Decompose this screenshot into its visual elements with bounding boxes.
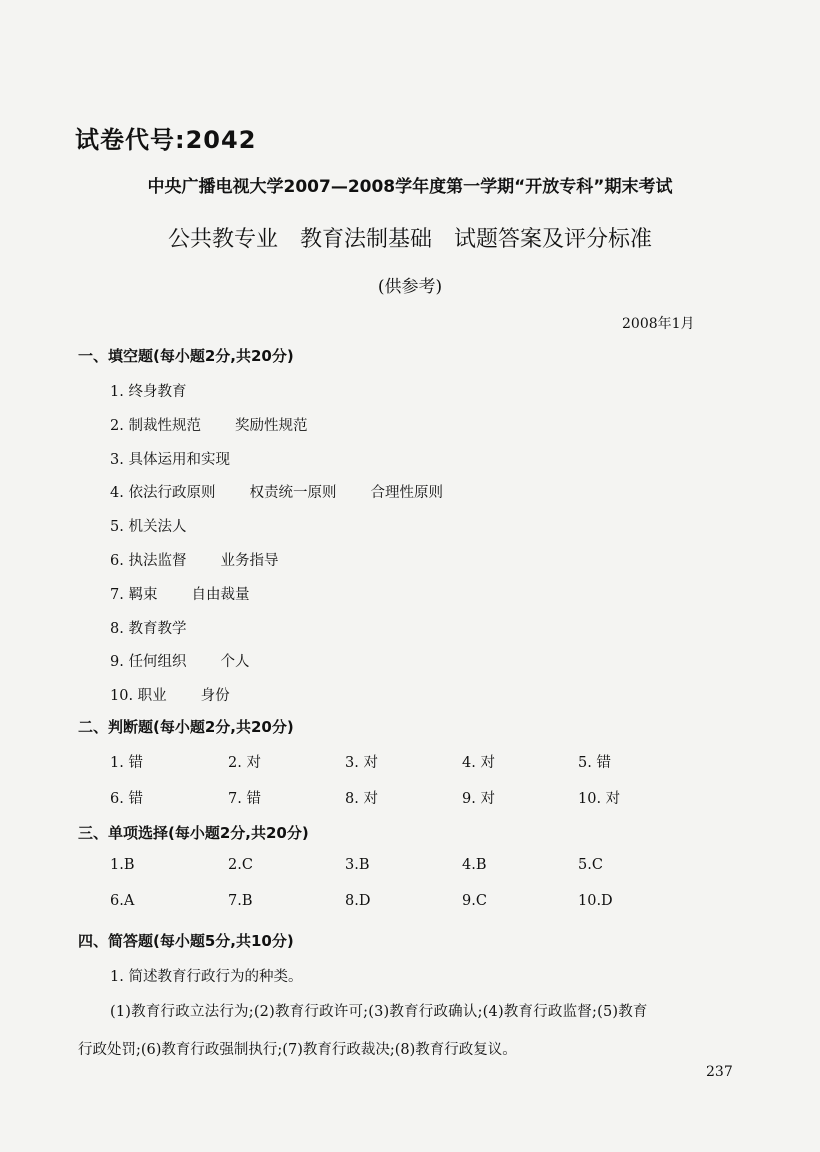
fill-in-answer: 身份: [200, 688, 230, 705]
for-reference-note: (供参考): [377, 277, 443, 297]
fill-in-item: [110, 549, 278, 570]
fill-in-answer: 自由裁量: [191, 586, 250, 603]
fill-in-answer: 个人: [220, 654, 250, 671]
fill-in-item: [110, 380, 186, 401]
answer-cell: 10. 对: [578, 791, 621, 807]
fill-in-answer: 制裁性规范: [128, 417, 201, 434]
fill-in-item: [110, 481, 443, 502]
subject-title: 公共教专业 教育法制基础 试题答案及评分标准: [167, 227, 652, 252]
fill-in-item: [110, 617, 186, 638]
fill-in-item: [110, 650, 249, 671]
exam-date: 2008年1月: [622, 316, 695, 332]
fill-in-answer: 任何组织: [128, 654, 187, 671]
answer-cell: 4.B: [462, 857, 487, 873]
answer-cell: 2. 对: [228, 755, 261, 771]
section-heading-short-answer: 四、简答题(每小题5分,共10分): [78, 932, 294, 950]
answer-cell: 5. 错: [578, 755, 611, 771]
fill-in-answer: 羁束: [128, 586, 158, 603]
fill-in-answer: 奖励性规范: [234, 417, 308, 434]
answer-cell: 7. 错: [228, 791, 261, 807]
answer-cell: 9. 对: [462, 791, 495, 807]
page-number: 237: [706, 1064, 733, 1080]
fill-in-answer: 教育教学: [128, 620, 187, 637]
answer-cell: 6.A: [110, 893, 135, 909]
fill-in-answer: 职业: [137, 688, 167, 705]
item-number: 8.: [110, 620, 129, 637]
short-answer-question: 1. 简述教育行政行为的种类。: [110, 969, 303, 985]
short-answer-text-line-1: (1)教育行政立法行为;(2)教育行政许可;(3)教育行政确认;(4)教育行政监督;(5)教育: [110, 1004, 648, 1020]
fill-in-answer: 具体运用和实现: [128, 451, 230, 468]
fill-in-item: [110, 583, 249, 604]
fill-in-item: [110, 414, 307, 435]
fill-in-answer: 机关法人: [128, 519, 187, 536]
answer-cell: 1. 错: [110, 755, 143, 771]
answer-cell: 8. 对: [345, 791, 378, 807]
fill-in-answer: 终身教育: [128, 384, 187, 400]
item-number: 7.: [110, 586, 129, 603]
fill-in-answer: 业务指导: [220, 553, 279, 569]
answer-cell: 6. 错: [110, 791, 143, 807]
fill-in-item: [110, 448, 230, 469]
fill-in-answer: 合理性原则: [370, 485, 443, 502]
fill-in-item: [110, 684, 230, 705]
answer-cell: 9.C: [462, 893, 487, 909]
item-number: 10.: [110, 688, 138, 705]
answer-cell: 7.B: [228, 893, 253, 909]
item-number: 3.: [110, 451, 129, 468]
fill-in-answer: 执法监督: [128, 553, 187, 569]
answer-cell: 2.C: [228, 857, 253, 873]
exam-title: 中央广播电视大学2007—2008学年度第一学期“开放专科”期末考试: [147, 177, 673, 197]
answer-cell: 3.B: [345, 857, 370, 873]
answer-cell: 8.D: [345, 893, 371, 909]
section-heading-multiple-choice: 三、单项选择(每小题2分,共20分): [78, 824, 309, 842]
answer-cell: 1.B: [110, 857, 135, 873]
item-number: 2.: [110, 417, 129, 434]
fill-in-item: [110, 515, 186, 536]
paper-code: 试卷代号:2042: [75, 126, 257, 154]
answer-cell: 4. 对: [462, 755, 495, 771]
item-number: 1.: [110, 384, 129, 400]
answer-cell: 5.C: [578, 857, 603, 873]
section-heading-true-false: 二、判断题(每小题2分,共20分): [78, 718, 294, 736]
item-number: 6.: [110, 553, 129, 569]
answer-cell: 10.D: [578, 893, 613, 909]
fill-in-answer: 权责统一原则: [249, 485, 337, 502]
item-number: 4.: [110, 485, 129, 502]
item-number: 9.: [110, 654, 129, 671]
item-number: 5.: [110, 519, 129, 536]
fill-in-answer: 依法行政原则: [128, 485, 216, 502]
answer-cell: 3. 对: [345, 755, 378, 771]
short-answer-text-line-2: 行政处罚;(6)教育行政强制执行;(7)教育行政裁决;(8)教育行政复议。: [78, 1042, 517, 1058]
section-heading-fill-in: 一、填空题(每小题2分,共20分): [78, 347, 294, 365]
